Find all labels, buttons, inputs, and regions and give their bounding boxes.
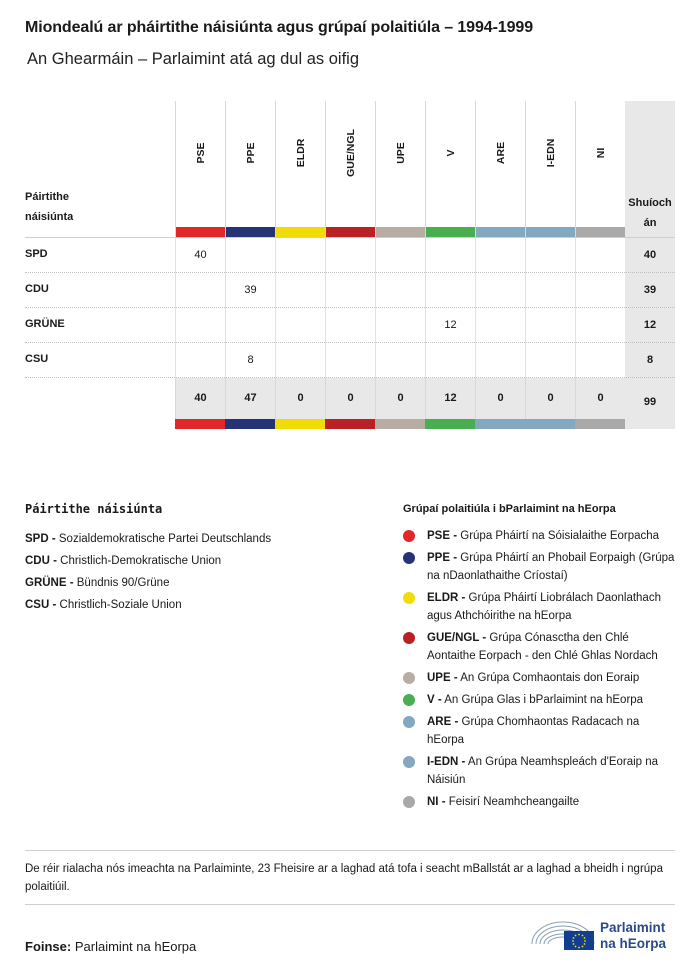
table-cell xyxy=(225,308,275,343)
group-color-bar xyxy=(176,227,225,237)
group-code: ELDR - xyxy=(427,592,466,604)
group-color-bar xyxy=(376,227,425,237)
group-legend-item xyxy=(403,549,678,585)
page-subtitle: An Ghearmáin – Parlaimint atá ag dul as oifig xyxy=(27,50,360,68)
table-cell xyxy=(375,343,425,378)
total-cell: 40 xyxy=(175,378,225,419)
party-name: CDU xyxy=(25,283,49,295)
row-header: Páirtithe náisiúnta xyxy=(25,191,74,223)
logo-line1: Parlaimint xyxy=(600,920,666,935)
column-header-label: I-EDN xyxy=(544,138,557,168)
total-cell: 0 xyxy=(375,378,425,419)
group-full-name: Grúpa Pháirtí na Sóisialaithe Eorpacha xyxy=(460,530,660,542)
total-cell: 0 xyxy=(575,378,625,419)
group-full-name: Grúpa Chomhaontas Radacach na hEorpa xyxy=(427,716,640,746)
table-cell xyxy=(475,238,525,273)
table-cell xyxy=(425,343,475,378)
column-header-guengl xyxy=(325,101,375,237)
column-header-label: GUE/NGL xyxy=(344,129,357,177)
column-header-label: PPE xyxy=(244,142,257,164)
ep-logo xyxy=(530,914,680,954)
party-legend-item xyxy=(25,550,365,572)
total-cell: 0 xyxy=(475,378,525,419)
table-cell xyxy=(425,273,475,308)
group-full-name: Grúpa Pháirtí an Phobail Eorpaigh (Grúpa na nDaonlathaithe Críostaí) xyxy=(427,552,675,582)
group-code: ARE - xyxy=(427,716,459,728)
table-cell xyxy=(575,308,625,343)
group-legend-item xyxy=(403,691,678,709)
table-cell xyxy=(375,273,425,308)
column-header-pse xyxy=(175,101,225,237)
source-text: Parlaimint na hEorpa xyxy=(74,939,197,954)
group-legend-item xyxy=(403,793,678,811)
column-header-label: NI xyxy=(594,147,607,159)
group-color-dot xyxy=(403,552,415,564)
table-cell xyxy=(275,308,325,343)
group-code: UPE - xyxy=(427,672,458,684)
table-cell xyxy=(475,308,525,343)
table-cell xyxy=(375,308,425,343)
table-row xyxy=(25,237,675,272)
group-color-dot xyxy=(403,694,415,706)
party-code: CDU - xyxy=(25,555,57,567)
group-code: NI - xyxy=(427,796,446,808)
table-cell: 12 xyxy=(425,308,475,343)
table-cell: 39 xyxy=(225,273,275,308)
group-full-name: Grúpa Cónasctha den Chlé Aontaithe Eorpach - den Chlé Ghlas Nordach xyxy=(427,632,658,662)
table-cell xyxy=(325,273,375,308)
table-cell xyxy=(325,238,375,273)
table-cell xyxy=(325,343,375,378)
group-full-name: Grúpa Pháirtí Liobrálach Daonlathach agus Athchóirithe na hEorpa xyxy=(427,592,661,622)
group-full-name: An Grúpa Glas i bParlaimint na hEorpa xyxy=(444,694,644,706)
party-code: CSU - xyxy=(25,599,57,611)
group-code: GUE/NGL - xyxy=(427,632,487,644)
group-color-bar xyxy=(575,419,625,429)
group-color-bar xyxy=(325,419,375,429)
group-color-bar xyxy=(475,419,525,429)
page-title: Miondealú ar pháirtithe náisiúnta agus grúpaí polaitiúla – 1994-1999 xyxy=(25,19,533,36)
group-color-bar xyxy=(375,419,425,429)
group-color-bar xyxy=(476,227,525,237)
party-legend-item xyxy=(25,528,365,550)
seats-table xyxy=(25,101,675,429)
european-parliament-hemicycle-icon xyxy=(530,914,596,952)
table-cell xyxy=(175,343,225,378)
column-header-ppe xyxy=(225,101,275,237)
group-code: PPE - xyxy=(427,552,458,564)
table-cell xyxy=(575,238,625,273)
group-color-dot xyxy=(403,756,415,768)
party-code: SPD - xyxy=(25,533,56,545)
column-header-label: V xyxy=(444,149,457,157)
table-cell xyxy=(275,273,325,308)
group-legend-item xyxy=(403,713,678,749)
table-row xyxy=(25,272,675,307)
group-legend-item xyxy=(403,753,678,789)
party-full-name: Christlich-Soziale Union xyxy=(59,599,182,611)
table-row xyxy=(25,342,675,377)
seats-cell: 40 xyxy=(625,238,675,273)
group-color-bar xyxy=(526,227,575,237)
logo-line2: na hEorpa xyxy=(600,936,667,951)
group-color-bar xyxy=(326,227,375,237)
group-code: PSE - xyxy=(427,530,458,542)
table-cell xyxy=(275,343,325,378)
party-name: GRÜNE xyxy=(25,318,65,330)
table-row xyxy=(25,307,675,342)
footnote: De réir rialacha nós imeachta na Parlaiminte, 23 Fheisire ar a laghad atá tofa i seacht mBallstát ar a laghad a bheidh i ngrúpa polaitiúil. xyxy=(25,863,663,893)
group-legend-item xyxy=(403,629,678,665)
table-cell xyxy=(525,238,575,273)
divider xyxy=(25,850,675,851)
column-header-ni xyxy=(575,101,625,237)
total-cell: 47 xyxy=(225,378,275,419)
table-cell xyxy=(575,273,625,308)
group-color-bar xyxy=(276,227,325,237)
column-header-upe xyxy=(375,101,425,237)
table-cell xyxy=(475,343,525,378)
table-cell xyxy=(175,308,225,343)
group-color-dot xyxy=(403,530,415,542)
table-cell xyxy=(325,308,375,343)
column-header-label: UPE xyxy=(394,142,407,164)
column-header-are xyxy=(475,101,525,237)
party-full-name: Bündnis 90/Grüne xyxy=(76,577,170,589)
group-color-dot xyxy=(403,592,415,604)
table-cell xyxy=(225,238,275,273)
seats-cell: 39 xyxy=(625,273,675,308)
party-code: GRÜNE - xyxy=(25,577,74,589)
group-color-dot xyxy=(403,632,415,644)
group-color-dot xyxy=(403,716,415,728)
group-legend xyxy=(403,527,678,815)
group-color-dot xyxy=(403,672,415,684)
total-cell: 0 xyxy=(325,378,375,419)
party-legend-item xyxy=(25,594,365,616)
total-cell: 0 xyxy=(275,378,325,419)
group-color-bar xyxy=(275,419,325,429)
table-cell xyxy=(525,343,575,378)
table-cell xyxy=(275,238,325,273)
group-legend-title: Grúpaí polaitiúla i bParlaimint na hEorpa xyxy=(403,503,616,515)
group-color-bar xyxy=(175,419,225,429)
divider xyxy=(25,904,675,905)
column-header-label: ARE xyxy=(494,141,507,165)
table-cell xyxy=(575,343,625,378)
party-full-name: Christlich-Demokratische Union xyxy=(60,555,222,567)
group-color-bar xyxy=(576,227,625,237)
table-cell xyxy=(525,308,575,343)
group-color-bar xyxy=(525,419,575,429)
group-full-name: Feisirí Neamhcheangailte xyxy=(448,796,580,808)
table-cell: 40 xyxy=(175,238,225,273)
group-legend-item xyxy=(403,669,678,687)
seats-cell: 8 xyxy=(625,343,675,378)
total-seats: 99 xyxy=(625,378,675,429)
column-header-iedn xyxy=(525,101,575,237)
column-header-label: ELDR xyxy=(294,138,307,168)
table-cell xyxy=(525,273,575,308)
group-color-bar xyxy=(226,227,275,237)
column-header-v xyxy=(425,101,475,237)
source xyxy=(25,939,196,954)
group-full-name: An Grúpa Comhaontais don Eoraip xyxy=(460,672,640,684)
party-legend xyxy=(25,528,365,616)
group-code: I-EDN - xyxy=(427,756,466,768)
table-cell xyxy=(175,273,225,308)
table-cell xyxy=(375,238,425,273)
seats-cell: 12 xyxy=(625,308,675,343)
column-header-eldr xyxy=(275,101,325,237)
group-color-bar xyxy=(426,227,475,237)
group-color-dot xyxy=(403,796,415,808)
party-legend-item xyxy=(25,572,365,594)
group-legend-item xyxy=(403,527,678,545)
column-header-label: PSE xyxy=(194,142,207,164)
group-color-bar xyxy=(425,419,475,429)
table-cell: 8 xyxy=(225,343,275,378)
seats-header: Shuíoch án xyxy=(625,101,675,237)
table-cell xyxy=(475,273,525,308)
source-label: Foinse: xyxy=(25,939,72,954)
totals-row xyxy=(25,377,675,429)
party-name: CSU xyxy=(25,353,49,365)
total-cell: 0 xyxy=(525,378,575,419)
party-legend-title: Páirtithe náisiúnta xyxy=(25,502,163,516)
party-full-name: Sozialdemokratische Partei Deutschlands xyxy=(58,533,272,545)
group-legend-item xyxy=(403,589,678,625)
party-name: SPD xyxy=(25,248,48,260)
total-cell: 12 xyxy=(425,378,475,419)
group-color-bar xyxy=(225,419,275,429)
group-full-name: An Grúpa Neamhspleách d'Eoraip na Náisiún xyxy=(427,756,659,786)
table-cell xyxy=(425,238,475,273)
group-code: V - xyxy=(427,694,442,706)
